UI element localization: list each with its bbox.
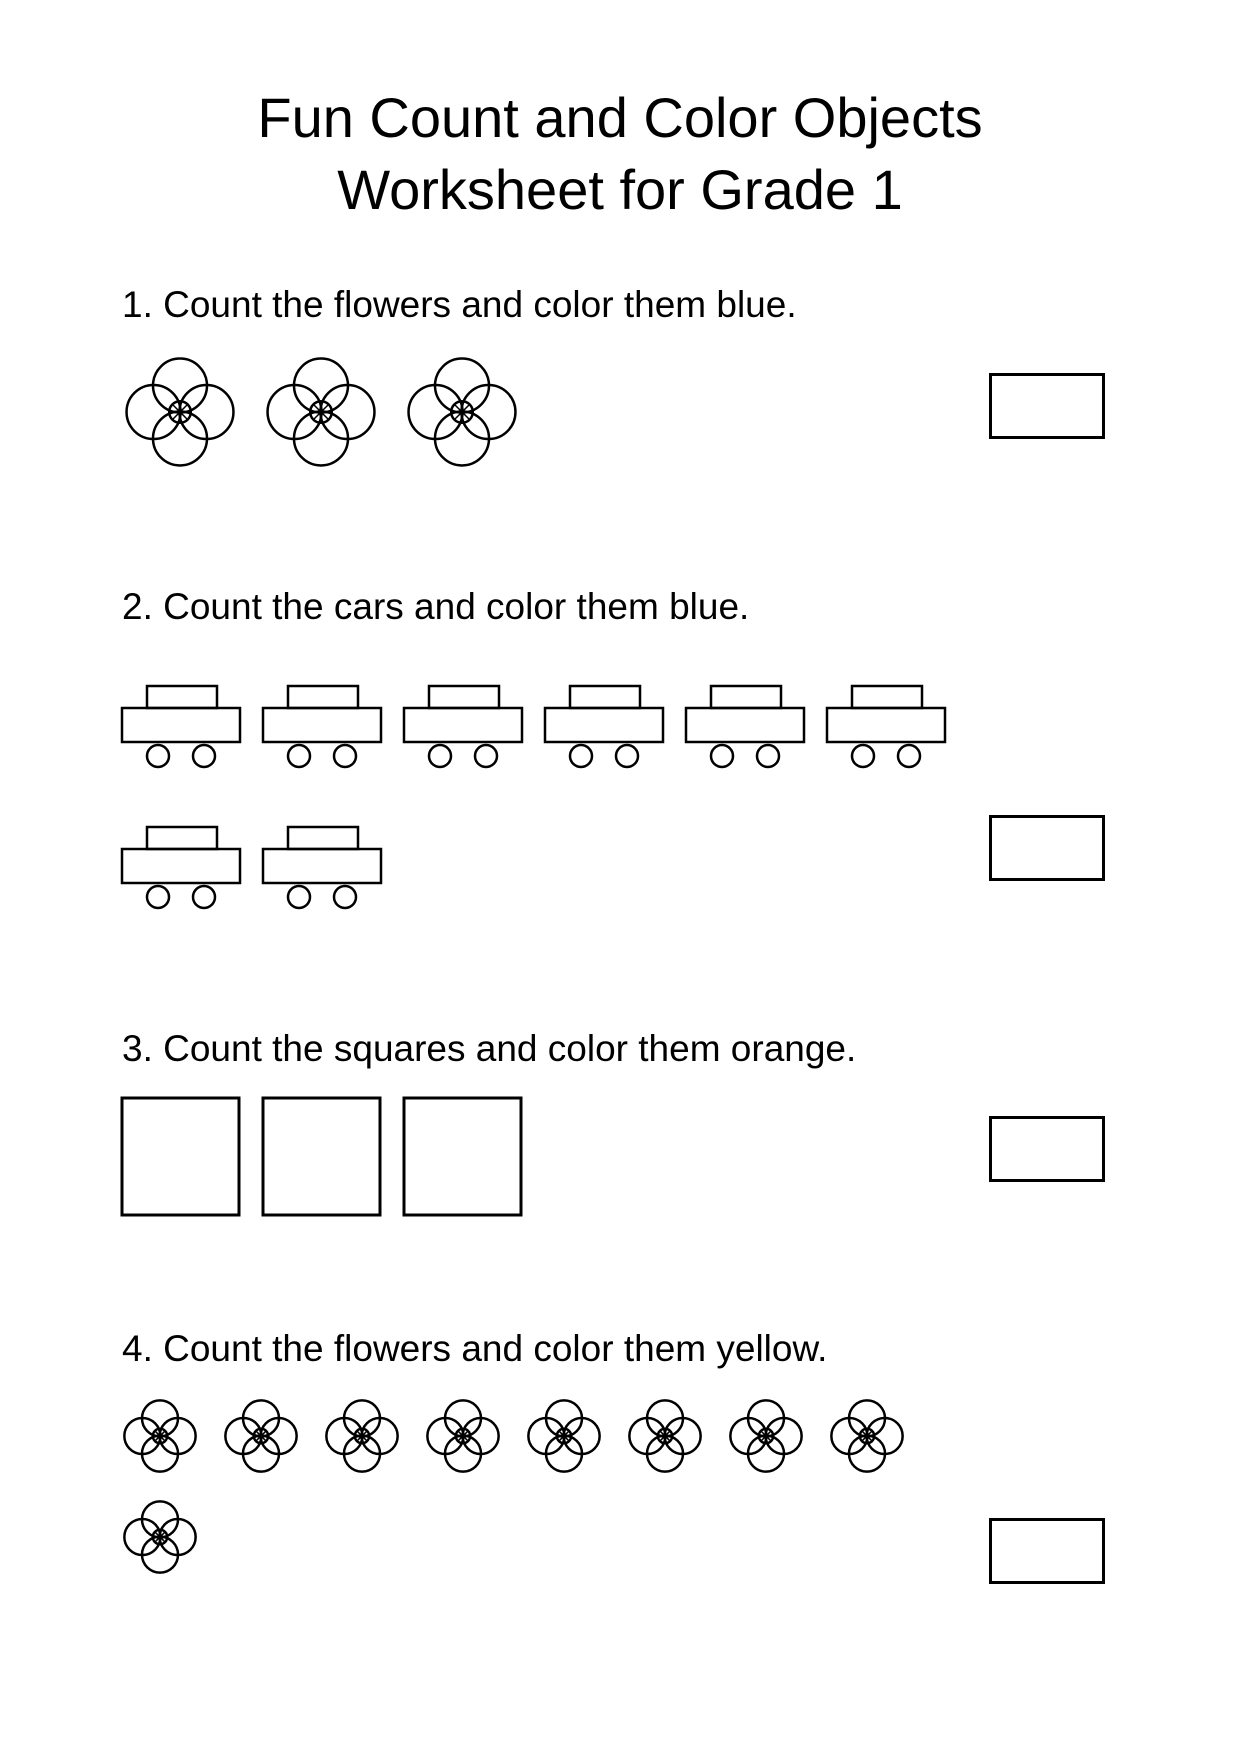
flower-icon <box>225 1400 296 1471</box>
flower-icon <box>127 359 234 466</box>
square-icon <box>122 1098 239 1215</box>
flower-icon <box>409 359 516 466</box>
flower-icon <box>528 1400 599 1471</box>
car-icon <box>122 686 240 767</box>
flower-icon <box>730 1400 801 1471</box>
flower-icon <box>124 1400 195 1471</box>
worksheet-title-line-1: Fun Count and Color Objects <box>257 86 983 149</box>
question-3-text: 3. Count the squares and color them orange. <box>122 1028 857 1069</box>
question-1-text: 1. Count the flowers and color them blue. <box>122 284 797 325</box>
car-icon <box>827 686 945 767</box>
car-icon <box>404 686 522 767</box>
flower-icon <box>629 1400 700 1471</box>
worksheet-title-line-2: Worksheet for Grade 1 <box>337 158 903 221</box>
square-icon <box>263 1098 380 1215</box>
flower-icon <box>124 1501 195 1572</box>
car-icon <box>122 827 240 908</box>
flower-icon <box>427 1400 498 1471</box>
car-icon <box>263 686 381 767</box>
car-icon <box>545 686 663 767</box>
question-4-text: 4. Count the flowers and color them yellow. <box>122 1328 828 1369</box>
flower-icon <box>326 1400 397 1471</box>
flower-icon <box>831 1400 902 1471</box>
flower-icon <box>268 359 375 466</box>
square-icon <box>404 1098 521 1215</box>
question-2-text: 2. Count the cars and color them blue. <box>122 586 750 627</box>
car-icon <box>686 686 804 767</box>
car-icon <box>263 827 381 908</box>
